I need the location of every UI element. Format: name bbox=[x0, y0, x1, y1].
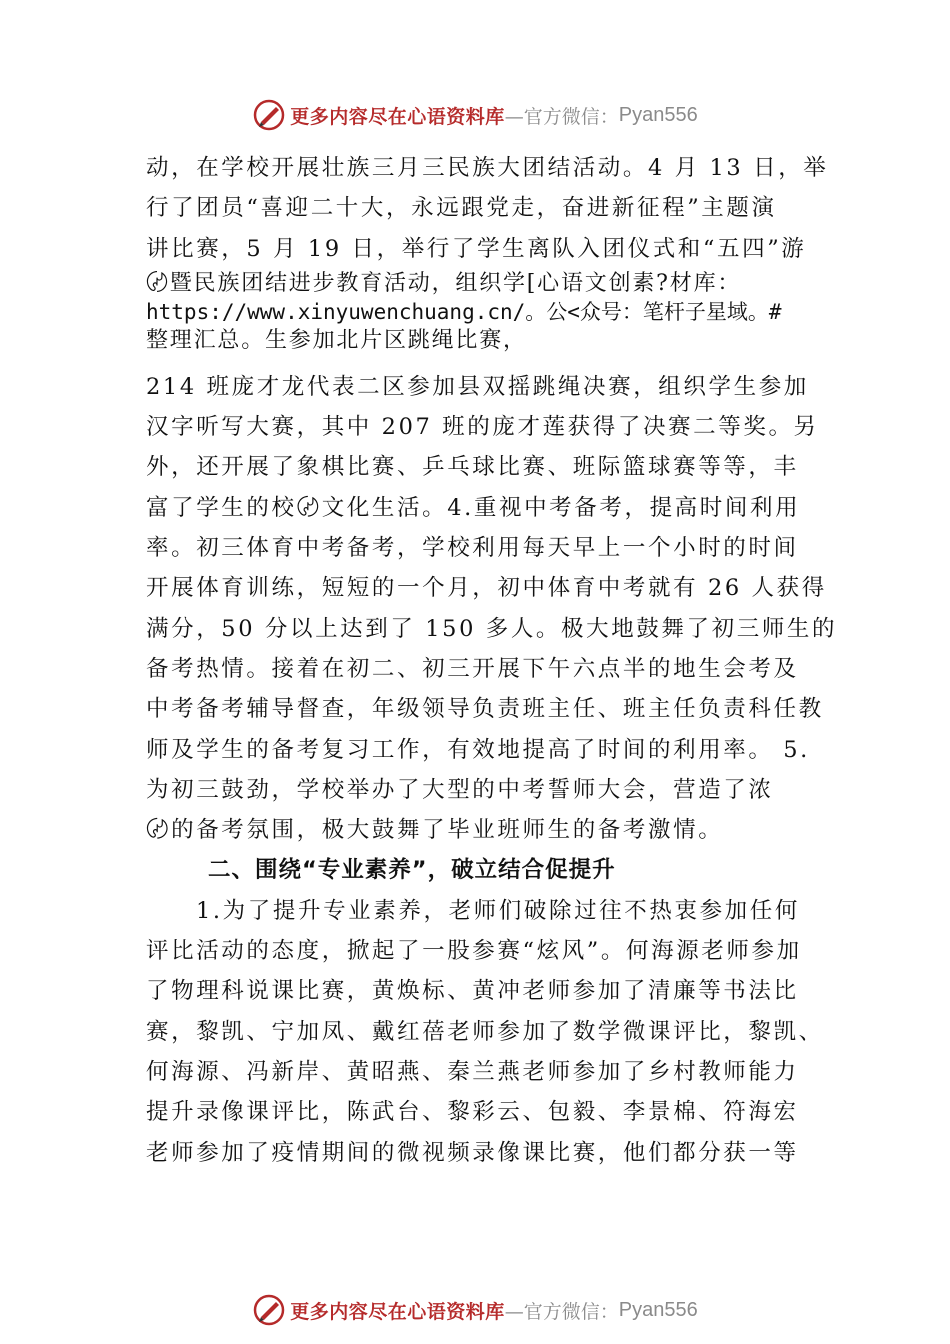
body-line: 214 班庞才龙代表二区参加县双摇跳绳决赛，组织学生参加 bbox=[146, 373, 809, 400]
watermark-banner-bottom bbox=[0, 1290, 950, 1330]
banner-wechat-label: —官方微信： bbox=[504, 1300, 619, 1323]
section-line: 评比活动的态度，掀起了一股参赛“炫风”。何海源老师参加 bbox=[146, 938, 802, 965]
body-line: 〄的备考氛围，极大鼓舞了毕业班师生的备考激情。 bbox=[146, 817, 724, 844]
body-line: 开展体育训练，短短的一个月，初中体育中考就有 26 人获得 bbox=[146, 575, 827, 602]
body-line: 师及学生的备考复习工作，有效地提高了时间的利用率。 5. bbox=[146, 736, 810, 763]
brush-logo-icon bbox=[252, 1293, 286, 1327]
document-body bbox=[146, 148, 838, 1173]
banner-wechat-id: Pyan556 bbox=[618, 103, 698, 126]
body-line: 中考备考辅导督查，年级领导负责班主任、班主任负责科任教 bbox=[146, 696, 824, 723]
section-line: 老师参加了疫情期间的微视频录像课比赛，他们都分获一等 bbox=[146, 1139, 799, 1166]
body-line: 满分，50 分以上达到了 150 多人。极大地鼓舞了初三师生的 bbox=[146, 615, 838, 642]
section-line: 1.为了提升专业素养，老师们破除过往不热衷参加任何 bbox=[196, 897, 800, 924]
section-line: 赛，黎凯、宁加凤、戴红蓓老师参加了数学微课评比，黎凯、 bbox=[146, 1018, 824, 1045]
body-line-url: https://www.xinyuwenchuang.cn/。公<众号：笔杆子星域。# bbox=[146, 299, 782, 324]
banner-brand-text: 更多内容尽在心语资料库 bbox=[290, 105, 505, 128]
body-line: 外，还开展了象棋比赛、乒乓球比赛、班际篮球赛等等，丰 bbox=[146, 454, 799, 481]
section-line: 何海源、冯新岸、黄昭燕、秦兰燕老师参加了乡村教师能力 bbox=[146, 1058, 799, 1085]
body-line: 动，在学校开展壮族三月三民族大团结活动。4 月 13 日，举 bbox=[146, 155, 829, 181]
body-line: 备考热情。接着在初二、初三开展下午六点半的地生会考及 bbox=[146, 655, 799, 682]
body-line: 整理汇总。生参加北片区跳绳比赛， bbox=[146, 327, 527, 353]
section-line: 了物理科说课比赛，黄焕标、黄冲老师参加了清廉等书法比 bbox=[146, 978, 799, 1005]
banner-brand-text: 更多内容尽在心语资料库 bbox=[290, 1300, 505, 1323]
body-line: 率。初三体育中考备考，学校利用每天早上一个小时的时间 bbox=[146, 535, 799, 562]
body-line: 为初三鼓劲，学校举办了大型的中考誓师大会，营造了浓 bbox=[146, 776, 774, 803]
body-line: 富了学生的校〄文化生活。4.重视中考备考，提高时间利用 bbox=[146, 494, 801, 521]
banner-wechat-id: Pyan556 bbox=[618, 1298, 698, 1321]
section-line: 提升录像课评比，陈武台、黎彩云、包毅、李景棉、符海宏 bbox=[146, 1099, 799, 1126]
body-line: 行了团员“喜迎二十大，永远跟党走，奋进新征程”主题演 bbox=[146, 195, 777, 222]
body-line: 讲比赛，5 月 19 日，举行了学生离队入团仪式和“五四”游 bbox=[146, 235, 807, 262]
section-heading: 二、围绕“专业素养”，破立结合促提升 bbox=[208, 857, 616, 884]
body-line: 汉字听写大赛，其中 207 班的庞才莲获得了决赛二等奖。另 bbox=[146, 414, 819, 441]
watermark-banner-top bbox=[0, 95, 950, 135]
banner-wechat-label: —官方微信： bbox=[504, 105, 619, 128]
brush-logo-icon bbox=[252, 98, 286, 132]
body-line: 〄暨民族团结进步教育活动，组织学[心语文创素?材库： bbox=[146, 270, 742, 296]
